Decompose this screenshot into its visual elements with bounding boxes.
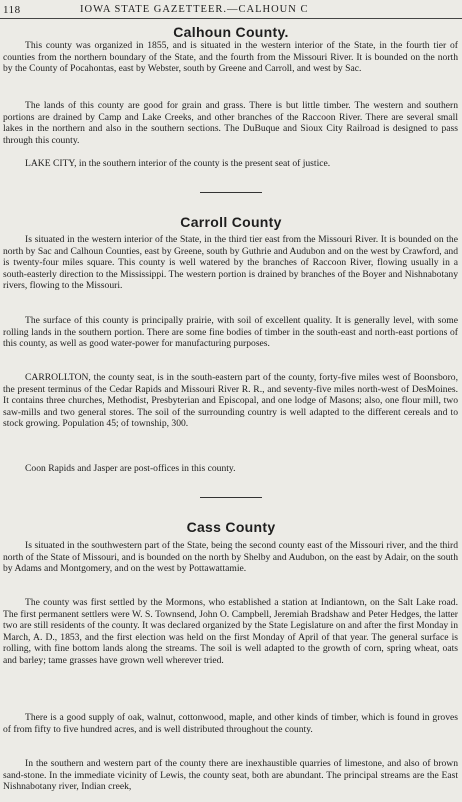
section-divider <box>200 192 262 193</box>
page-number: 118 <box>3 4 21 16</box>
cass-paragraph-4: In the southern and western part of the county there are inexhaustible quarries of limestone, and also of brown sand-stone. In the immediate vicinity of Lewis, the county seat, both are abundant. The principal streams are the East Nishnabotany river, Indian creek, <box>3 758 458 792</box>
calhoun-paragraph-1: This county was organized in 1855, and is situated in the western interior of the State, in the fourth tier of counties from the northern boundary of the State, and the fourth from the Missouri River. It is bounded on the north by the County of Pocahontas, east by Webster, south by Greene and Carroll, and west by Sac. <box>3 40 458 74</box>
carroll-title: Carroll County <box>180 214 282 230</box>
cass-title: Cass County <box>186 519 276 535</box>
cass-paragraph-3: There is a good supply of oak, walnut, cottonwood, maple, and other kinds of timber, which is found in groves of from fifty to five hundred acres, and is well distributed throughout the county. <box>3 712 458 735</box>
calhoun-title: Calhoun County. <box>173 24 289 40</box>
running-title: IOWA STATE GAZETTEER.—CALHOUN C <box>80 4 309 15</box>
calhoun-paragraph-3: LAKE CITY, in the southern interior of the county is the present seat of justice. <box>25 158 331 169</box>
carroll-paragraph-2: The surface of this county is principally prairie, with soil of excellent quality. It is generally level, with some rolling lands in the southern portion. There are some fine bodies of timber in the south-east and north-east portions of this county, as well as good water-power for manufacturing purposes. <box>3 315 458 349</box>
calhoun-paragraph-2: The lands of this county are good for grain and grass. There is but little timber. The western and southern portions are drained by Camp and Lake Creeks, and other branches of the Raccoon River. There are several small lakes in the northern and also in the southern sections. The DuBuque and Sioux City Railroad is designed to pass through this county. <box>3 100 458 146</box>
header-rule <box>0 18 462 19</box>
cass-paragraph-2: The county was first settled by the Mormons, who established a station at Indiantown, on the Salt Lake road. The first permanent settlers were W. S. Townsend, John O. Campbell, Jeremiah Bradshaw and Peter Hedges, the latter two are still residents of the county. It was declared organized by the State Legislature on and after the first Monday in March, A. D., 1853, and the first election was held on the first Monday of April of that year. The general surface is rolling, with fine bottom lands along the streams. The soil is well adapted to the growth of corn, spring wheat, oats and barley; tame grasses have grown well wherever tried. <box>3 597 458 666</box>
section-divider <box>200 497 262 498</box>
carroll-paragraph-4: Coon Rapids and Jasper are post-offices in this county. <box>25 463 236 474</box>
carroll-paragraph-1: Is situated in the western interior of the State, in the third tier east from the Missouri River. It is bounded on the north by Sac and Calhoun Counties, east by Greene, south by Guthrie and Audubon and on the west by Crawford, and is twenty-four miles square. This county is well watered by the branches of Raccoon River, flowing usually in a south-easterly direction to the Mississippi. The western portion is drained by branches of the Boyer and Nishnabotany rivers, flowing to the Missouri. <box>3 234 458 291</box>
carroll-paragraph-3: CARROLLTON, the county seat, is in the south-eastern part of the county, forty-five miles west of Boonsboro, the present terminus of the Cedar Rapids and Missouri River R. R., and seventy-five miles north-west of DesMoines. It contains three churches, Methodist, Presbyterian and Episcopal, and one lodge of Masons; also, one flour mill, two saw-mills and two general stores. The soil of the surrounding country is well adapted to the different cereals and to stock growing. Population 45; of township, 300. <box>3 372 458 429</box>
cass-paragraph-1: Is situated in the southwestern part of the State, being the second county east of the Missouri river, and the third north of the State of Missouri, and is bounded on the north by Shelby and Audubon, on the east by Adair, on the south by Adams and Montgomery, and on the west by Pottawattamie. <box>3 540 458 574</box>
